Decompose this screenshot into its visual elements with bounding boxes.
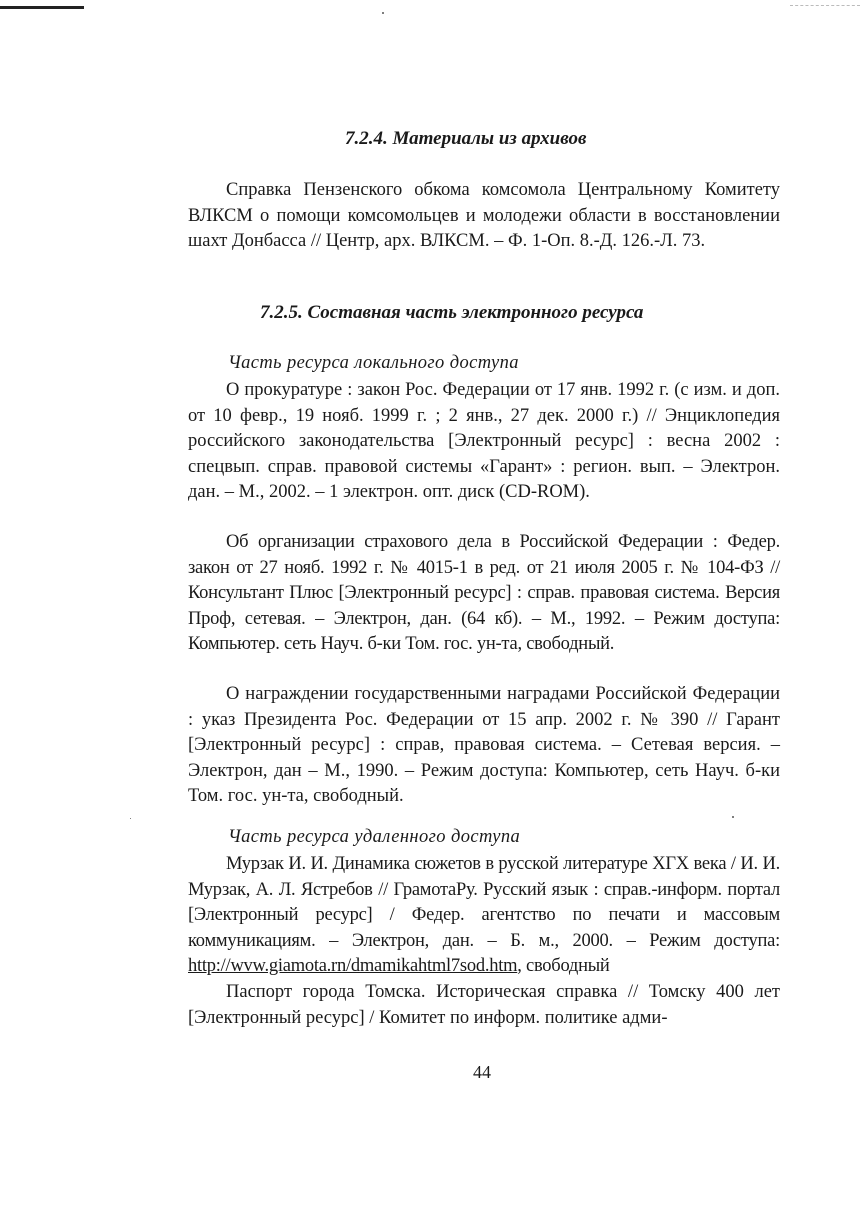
page-number: 44 — [473, 1062, 491, 1082]
remote-entry-1-link[interactable]: http://wvw.giamota.rn/dmamikahtml7sod.htm — [188, 956, 518, 977]
remote-entry-1-text: Мурзак И. И. Динамика сюжетов в русской литературе ХГХ века / И. И. Мурзак, А. Л. Ястребов // ГрамотаРу. Русский язык : справ.-информ. портал [Электронный ресурс] / Федер. агентство по печати и массовым коммуникациям. – Электрон, дан. – Б. м., 2000. – Режим доступа: — [188, 854, 780, 951]
scan-edge-dash — [790, 5, 860, 7]
scan-speck — [382, 12, 384, 14]
local-entry-3: О награждении государственными наградами Российской Федерации : указ Президента Рос. Федерации от 15 апр. 2002 г. № 390 // Гарант [Электронный ресурс] : справ, правовая система. – Сетевая версия. – Электрон, дан – М., 1990. – Режим доступа: Компьютер, сеть Науч. б-ки Том. гос. ун-та, свободный. — [188, 684, 780, 807]
remote-entry-2: Паспорт города Томска. Историческая справка // Томску 400 лет [Электронный ресурс] / Комитет по информ. политике адми- — [188, 982, 780, 1028]
local-access-subheading: Часть ресурса локального доступа — [228, 353, 519, 373]
local-entry-1: О прокуратуре : закон Рос. Федерации от 17 янв. 1992 г. (с изм. и доп. от 10 февр., 19 нояб. 1999 г. ; 2 янв., 27 дек. 2000 г.) // Энциклопедия российского законодательства [Электронный ресурс] : весна 2002 : спецвып. справ. правовой системы «Гарант» : регион. вып. – Электрон. дан. – М., 2002. – 1 электрон. опт. диск (CD-ROM). — [188, 380, 780, 503]
scan-speck — [732, 816, 734, 818]
remote-entry-1-tail: , свободный — [517, 956, 610, 977]
scan-edge-mark — [0, 6, 84, 9]
local-entry-2: Об организации страхового дела в Российской Федерации : Федер. закон от 27 нояб. 1992 г. № 4015-1 в ред. от 21 июля 2005 г. № 104-ФЗ // Консультант Плюс [Электронный ресурс] : справ. правовая система. Версия Проф, сетевая. – Электрон, дан. (64 кб). – М., 1992. – Режим доступа: Компьютер. сеть Науч. б-ки Том. гос. ун-та, свободный. — [188, 532, 780, 655]
remote-entry-1 — [188, 852, 780, 980]
section-724-paragraph: Справка Пензенского обкома комсомола Центральному Комитету ВЛКСМ о помощи комсомольцев и молодежи области в восстановлении шахт Донбасса // Центр, арх. ВЛКСМ. – Ф. 1-Оп. 8.-Д. 126.-Л. 73. — [188, 180, 780, 252]
scan-speck — [130, 818, 131, 819]
section-724-heading: 7.2.4. Материалы из архивов — [345, 128, 587, 149]
section-725-heading: 7.2.5. Составная часть электронного ресурса — [260, 302, 644, 323]
remote-access-subheading: Часть ресурса удаленного доступа — [228, 827, 521, 847]
